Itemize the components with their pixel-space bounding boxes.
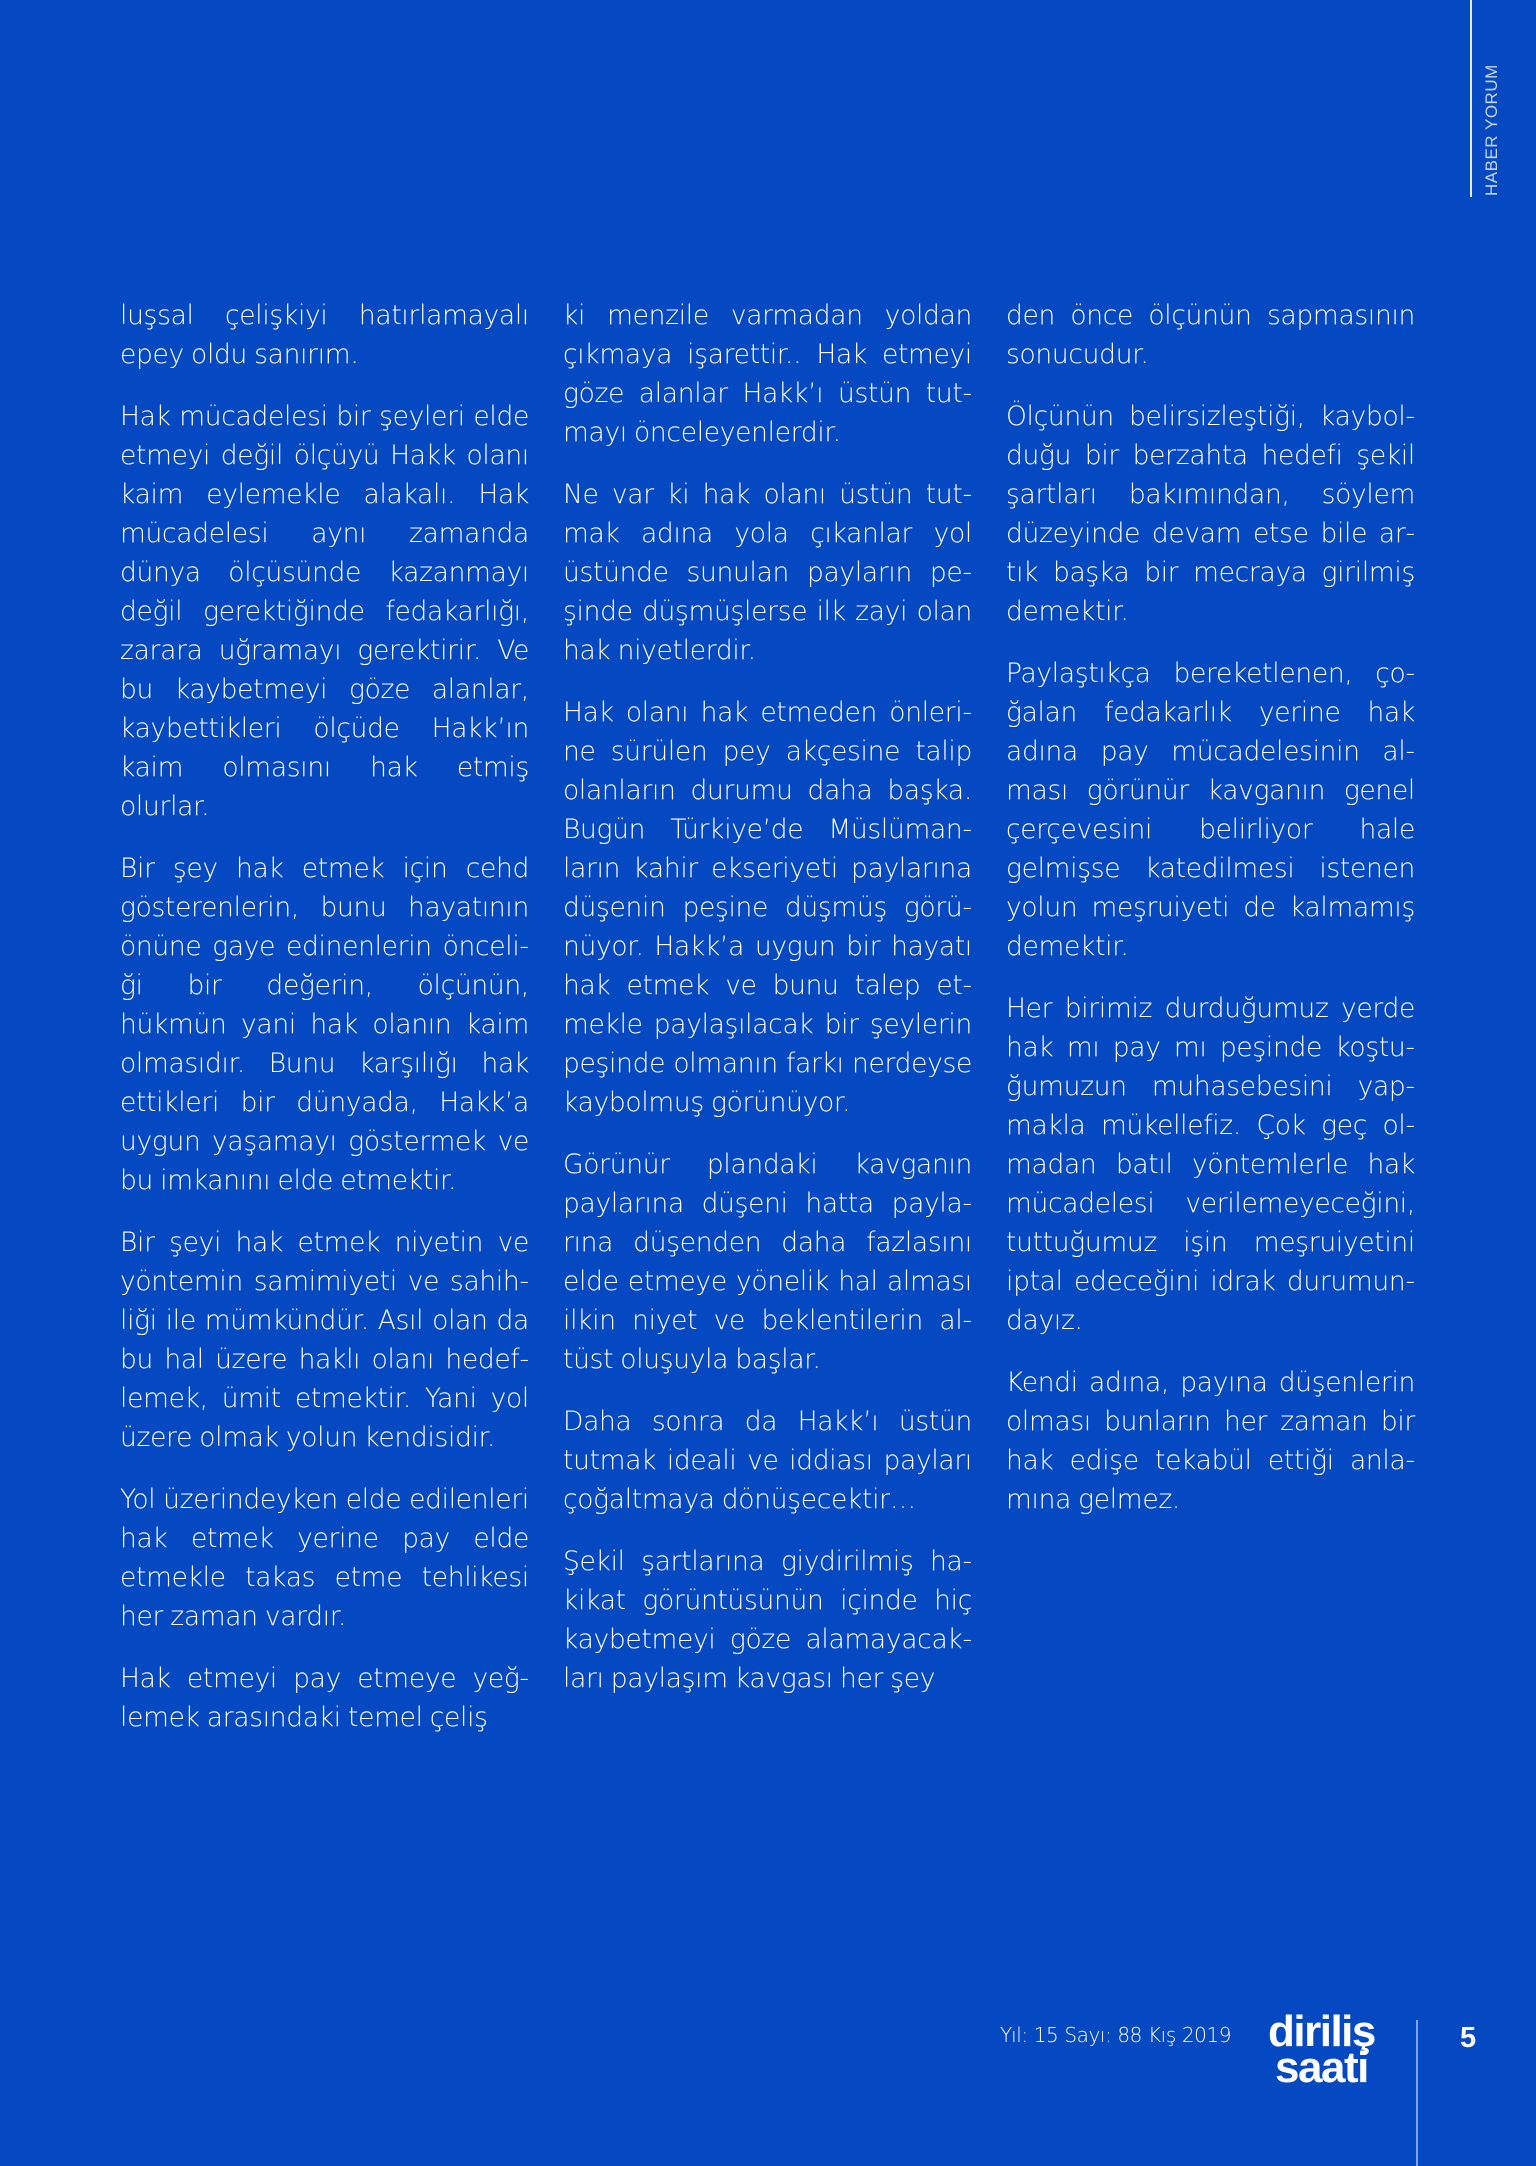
- paragraph: Hak mücadelesi bir şeyleri elde etmeyi değil ölçüyü Hakk olanı kaim eylemekle alakalı. Hak mücadelesi aynı zamanda dünya ölçüsünde kazanmayı değil gerektiğinde fedakarlığı, zarara uğramayı gerektirir. Ve bu kaybetmeyi göze alanlar, kaybettikleri ölçüde Hakk’ın kaim olmasını hak etmiş olurlar.: [120, 401, 529, 822]
- logo-line-1: diriliş: [1268, 2007, 1375, 2056]
- section-divider-line: [1470, 0, 1472, 197]
- magazine-logo: [1268, 2007, 1375, 2093]
- article-body: [120, 296, 1416, 1760]
- paragraph: ki menzile varmadan yoldan çıkmaya işarettir.. Hak etmeyi göze alanlar Hakk’ı üstün tutmayı önceleyenlerdir.: [563, 300, 972, 448]
- paragraph: Ne var ki hak olanı üstün tutmak adına yola çıkanlar yol üstünde sunulan payların peşinde düşmüşlerse ilk zayi olan hak niyetlerdir.: [563, 479, 972, 666]
- issue-info: Yıl: 15 Sayı: 88 Kış 2019: [1000, 2023, 1232, 2047]
- footer-divider-line: [1416, 2020, 1418, 2166]
- paragraph: Bir şeyi hak etmek niyetin ve yöntemin samimiyeti ve sahihliği ile mümkündür. Asıl olan da bu hal üzere haklı olanı hedeflemek, ümit etmektir. Yani yol üzere olmak yolun kendisidir.: [120, 1227, 529, 1453]
- paragraph: Bir şey hak etmek için cehd gösterenlerin, bunu hayatının önüne gaye edinenlerin önceliği bir değerin, ölçünün, hükmün yani hak olanın kaim olmasıdır. Bunu karşılığı hak ettikleri bir dünyada, Hakk’a uygun yaşamayı göstermek ve bu imkanını elde etmektir.: [120, 853, 529, 1196]
- paragraph: luşsal çelişkiyi hatırlamayalı epey oldu sanırım.: [120, 300, 529, 370]
- section-label: HABER YORUM: [1482, 64, 1501, 196]
- paragraph: Görünür plandaki kavganın paylarına düşeni hatta paylarına düşenden daha fazlasını elde etmeye yönelik hal alması ilkin niyet ve beklentilerin altüst oluşuyla başlar.: [563, 1149, 972, 1375]
- paragraph: Her birimiz durduğumuz yerde hak mı pay mı peşinde koştuğumuzun muhasebesini yapmakla mükellefiz. Çok geç olmadan batıl yöntemlerle hak mücadelesi verilemeyeceğini, tuttuğumuz işin meşruiyetini iptal edeceğini idrak durumundayız.: [1006, 993, 1415, 1336]
- paragraph: Paylaştıkça bereketlenen, çoğalan fedakarlık yerine hak adına pay mücadelesinin alması görünür kavganın genel çerçevesini belirliyor hale gelmişse katedilmesi istenen yolun meşruiyeti de kalmamış demektir.: [1006, 658, 1415, 962]
- paragraph: den önce ölçünün sapmasının sonucudur.: [1006, 300, 1415, 370]
- paragraph: Daha sonra da Hakk’ı üstün tutmak ideali ve iddiası payları çoğaltmaya dönüşecektir…: [563, 1406, 972, 1515]
- paragraph: Şekil şartlarına giydirilmiş hakikat görüntüsünün içinde hiç kaybetmeyi göze alamayacakları paylaşım kavgası her şey: [563, 1546, 972, 1694]
- paragraph: Hak etmeyi pay etmeye yeğlemek arasındaki temel çeliş: [120, 1663, 529, 1733]
- article-column-1: [120, 296, 529, 1760]
- paragraph: Yol üzerindeyken elde edilenleri hak etmek yerine pay elde etmekle takas etme tehlikesi her zaman vardır.: [120, 1484, 529, 1632]
- article-column-2: [563, 296, 972, 1760]
- paragraph: Hak olanı hak etmeden önlerine sürülen pey akçesine talip olanların durumu daha başka. Bugün Türkiye’de Müslümanların kahir ekseriyeti paylarına düşenin peşine düşmüş görünüyor. Hakk’a uygun bir hayatı hak etmek ve bunu talep etmekle paylaşılacak bir şeylerin peşinde olmanın farkı nerdeyse kaybolmuş görünüyor.: [563, 697, 972, 1118]
- paragraph: Ölçünün belirsizleştiği, kaybolduğu bir berzahta hedefi şekil şartları bakımından, söylem düzeyinde devam etse bile artık başka bir mecraya girilmiş demektir.: [1006, 401, 1415, 627]
- logo-line-2: saati: [1275, 2043, 1368, 2093]
- article-column-3: [1006, 296, 1415, 1760]
- page-number: 5: [1460, 2022, 1477, 2054]
- paragraph: Kendi adına, payına düşenlerin olması bunların her zaman bir hak edişe tekabül ettiği anlamına gelmez.: [1006, 1367, 1415, 1515]
